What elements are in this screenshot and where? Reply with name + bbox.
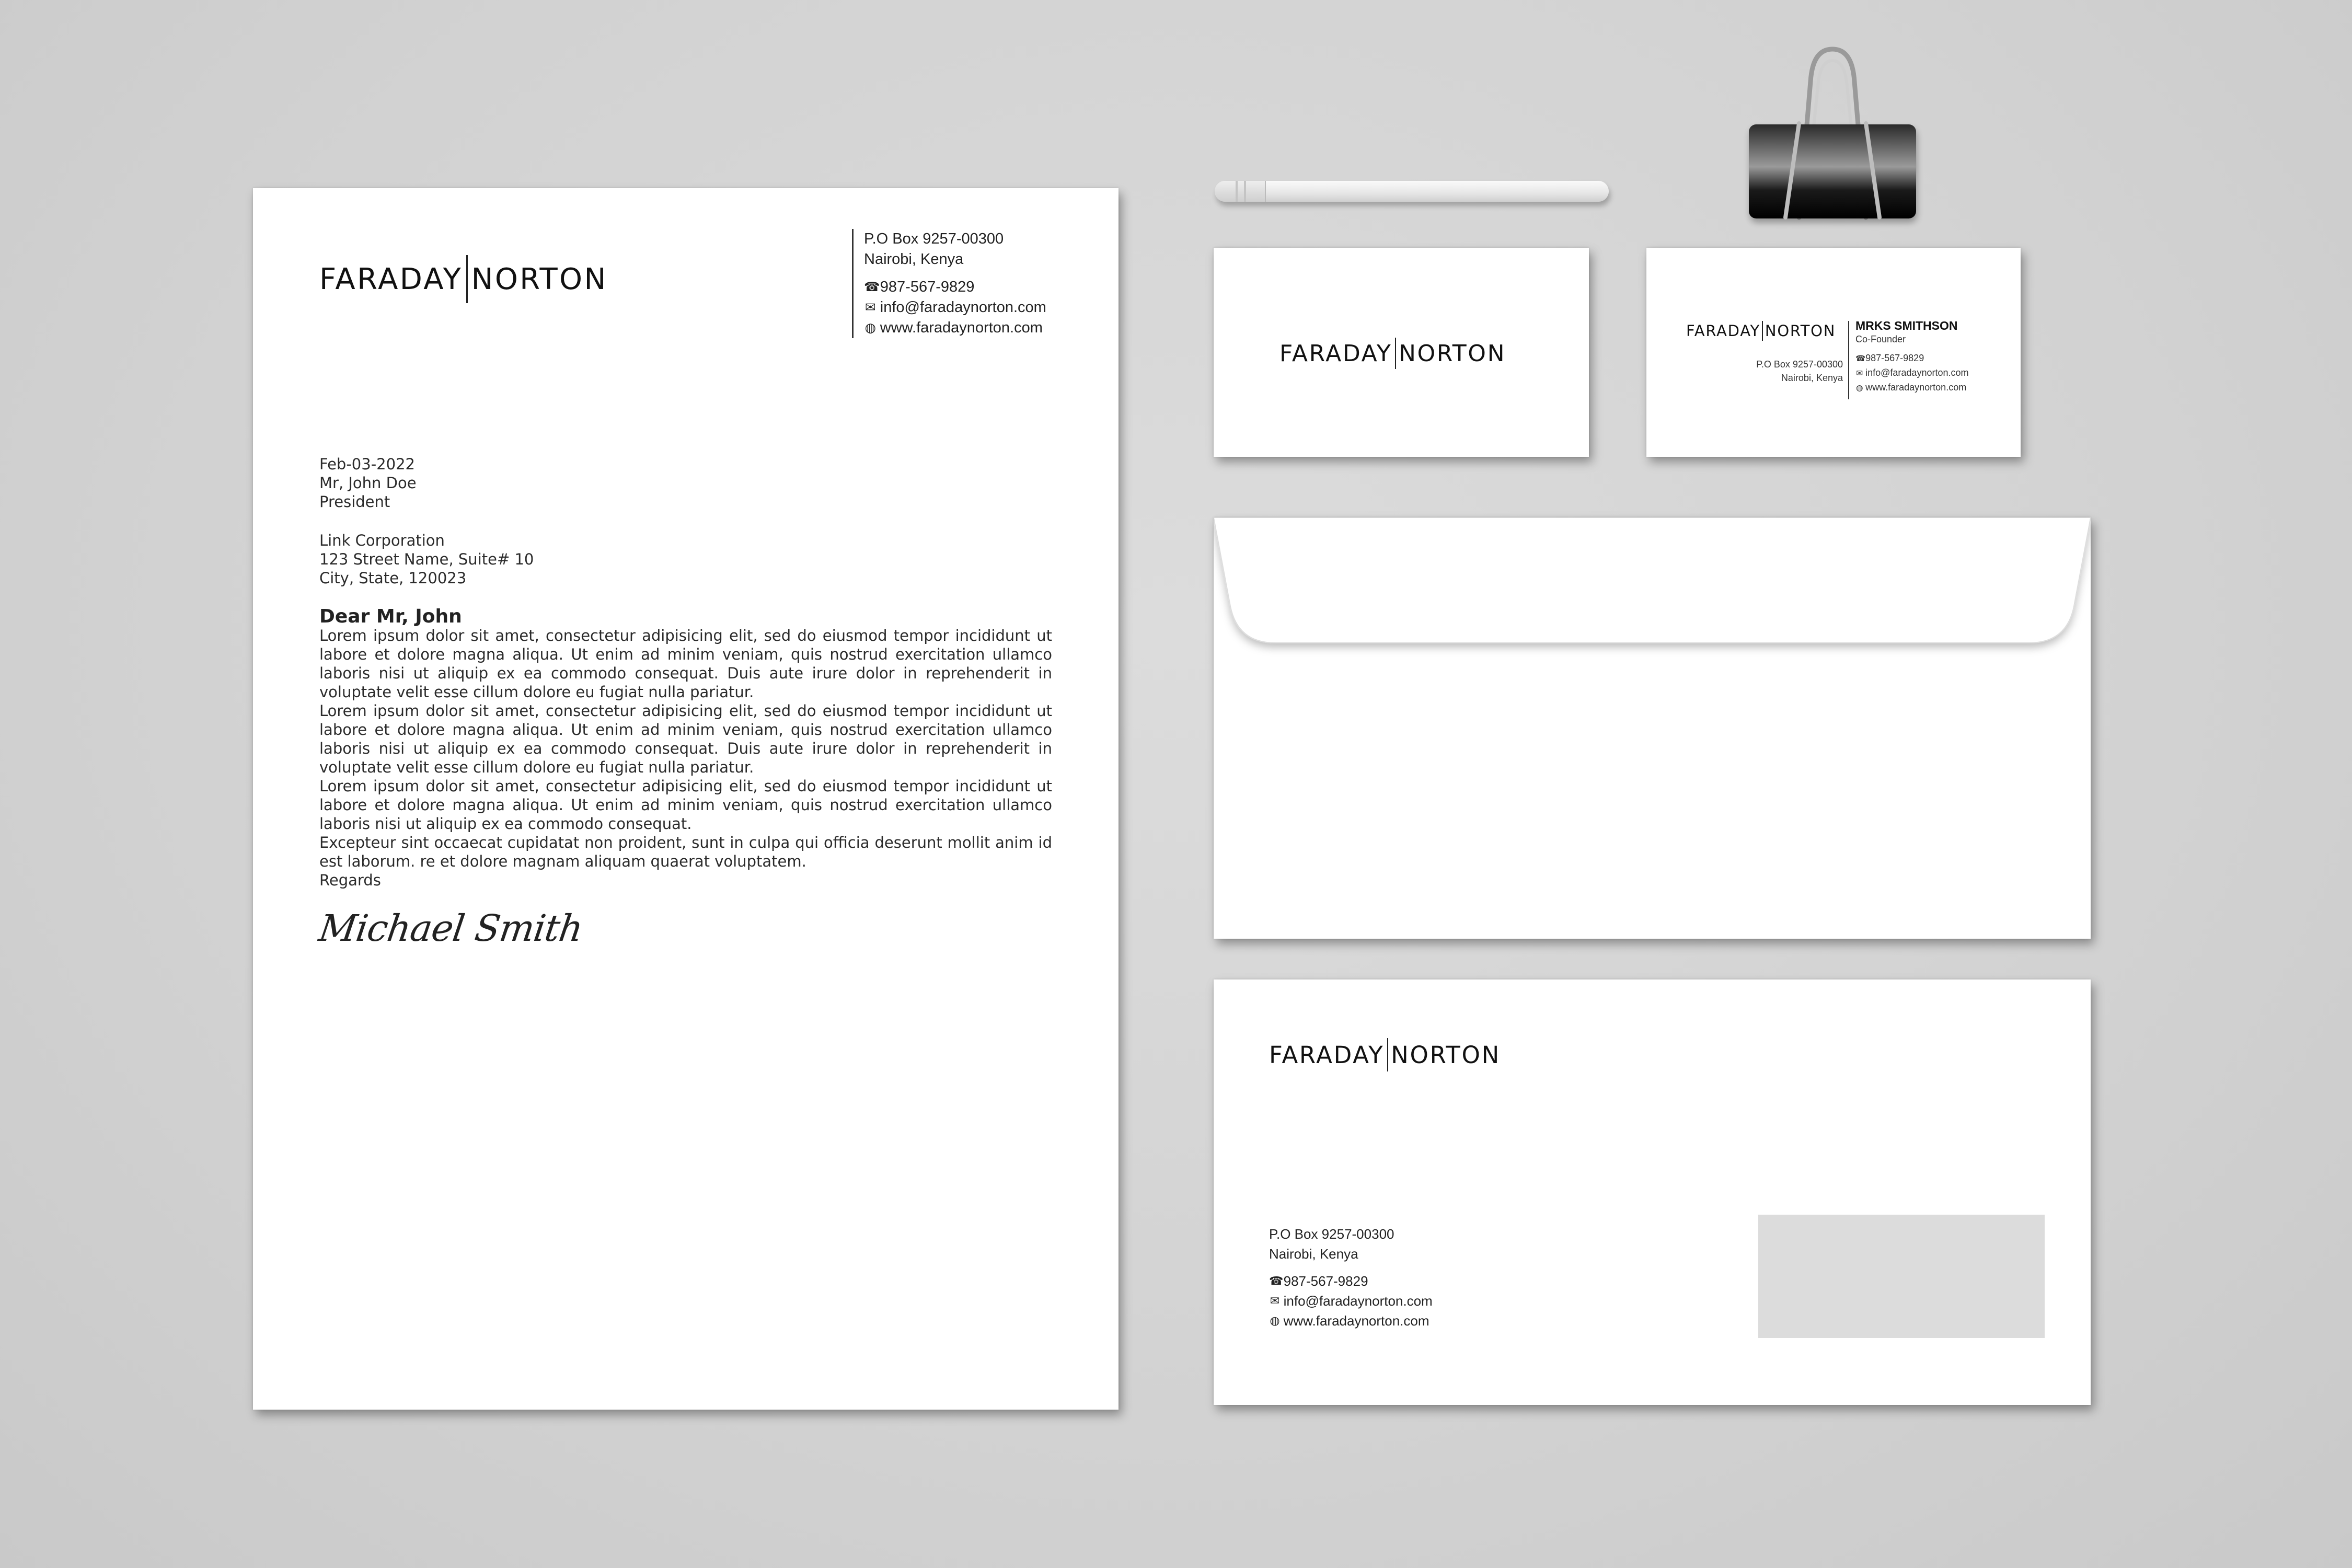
card-divider: [1848, 321, 1849, 399]
logo-divider: [1762, 321, 1763, 341]
brand-logo: [1686, 321, 1836, 341]
envelope-front: [1214, 979, 2091, 1405]
binder-clip: [1749, 45, 1916, 223]
phone-icon: ☎: [864, 280, 880, 294]
recipient-block: [319, 474, 1052, 511]
phone-row: [1855, 351, 1969, 366]
letter-paragraph: Lorem ipsum dolor sit amet, consectetur adipisicing elit, sed do eiusmod tempor incididunt ut labore et dolore magna aliqua. Ut enim ad minim veniam, quis nostrud exercitation ullamco laboris nisi ut aliquip ex ea commodo consequat. Duis aute irure dolor in reprehenderit in voluptate velit esse cillum dolore eu fugiat nulla pariatur.: [319, 702, 1052, 776]
brand-name-left: FARADAY: [1686, 322, 1760, 340]
website-text: www.faradaynorton.com: [1283, 1313, 1429, 1329]
city: Nairobi, Kenya: [1781, 373, 1843, 383]
email-row: [864, 297, 1046, 318]
po-box: P.O Box 9257-00300: [1756, 359, 1843, 370]
recipient-street: 123 Street Name, Suite# 10: [319, 550, 534, 568]
letter-paragraph: Lorem ipsum dolor sit amet, consectetur adipisicing elit, sed do eiusmod tempor incididunt ut labore et dolore magna aliqua. Ut enim ad minim veniam, quis nostrud exercitation ullamco laboris nisi ut aliquip ex ea commodo consequat. Duis aute irure dolor in reprehenderit in voluptate velit esse cillum dolore eu fugiat nulla pariatur.: [319, 627, 1052, 701]
letterhead-contact-block: [852, 229, 1046, 338]
brand-name-right: NORTON: [1765, 322, 1836, 340]
globe-icon: ◍: [1270, 1314, 1280, 1327]
pencil: [1215, 181, 1609, 202]
letter-paragraph: Lorem ipsum dolor sit amet, consectetur adipisicing elit, sed do eiusmod tempor incididunt ut labore et dolore magna aliqua. Ut enim ad minim veniam, quis nostrud exercitation ullamco laboris nisi ut aliquip ex ea commodo consequat.: [319, 777, 1052, 833]
envelope-icon: ✉: [1856, 369, 1863, 378]
recipient-company: Link Corporation: [319, 532, 445, 549]
email-text: info@faradaynorton.com: [880, 299, 1046, 316]
envelope-icon: ✉: [1270, 1294, 1280, 1307]
website-row: [1855, 381, 1969, 395]
envelope-back: [1214, 517, 2091, 939]
letter-greeting: Dear Mr, John: [319, 606, 462, 627]
email-text: info@faradaynorton.com: [1283, 1293, 1433, 1309]
signature: Michael Smith: [316, 907, 585, 950]
brand-name-right: NORTON: [1398, 340, 1506, 367]
person-name: MRKS SMITHSON: [1855, 319, 1958, 332]
brand-name-left: FARADAY: [1279, 340, 1392, 367]
address-window: [1758, 1215, 2045, 1338]
phone-icon: ☎: [1855, 354, 1866, 363]
brand-name-right: NORTON: [471, 262, 608, 296]
phone-text: 987-567-9829: [880, 279, 975, 295]
email-row: [1269, 1291, 1433, 1311]
person-title: Co-Founder: [1855, 334, 1906, 344]
letter-closing: Regards: [319, 871, 381, 889]
brand-name-right: NORTON: [1391, 1041, 1501, 1069]
brand-logo: [319, 255, 608, 303]
po-box: P.O Box 9257-00300: [864, 230, 1004, 247]
envelope-flap: [1214, 517, 2091, 939]
envelope-contact-block: [1269, 1224, 1433, 1331]
logo-divider: [1395, 338, 1396, 369]
binder-clip-handles: [1749, 45, 1916, 223]
letterhead: [253, 188, 1119, 1410]
pencil-ring: [1236, 181, 1238, 202]
website-row: [864, 318, 1046, 338]
brand-name-left: FARADAY: [1269, 1041, 1385, 1069]
phone-row: [1269, 1271, 1433, 1291]
brand-name-left: FARADAY: [319, 262, 463, 296]
globe-icon: ◍: [864, 321, 877, 335]
email-text: info@faradaynorton.com: [1865, 367, 1969, 378]
website-text: www.faradaynorton.com: [1865, 382, 1967, 393]
letter-paragraph: Excepteur sint occaecat cupidatat non proident, sunt in culpa qui officia deserunt mollit anim id est laborum. re et dolore magnam aliquam quaerat voluptatem.: [319, 834, 1052, 870]
phone-text: 987-567-9829: [1865, 353, 1924, 363]
city: Nairobi, Kenya: [1269, 1246, 1358, 1262]
pencil-ring: [1244, 181, 1246, 202]
recipient-city-state: City, State, 120023: [319, 569, 467, 587]
logo-divider: [1387, 1038, 1388, 1071]
pencil-cap: [1215, 181, 1266, 202]
recipient-title: President: [319, 493, 390, 511]
website-text: www.faradaynorton.com: [880, 319, 1043, 336]
website-row: [1269, 1311, 1433, 1331]
logo-divider: [466, 255, 468, 303]
phone-icon: ☎: [1269, 1274, 1284, 1287]
letter-date: Feb-03-2022: [319, 455, 415, 473]
business-card-back: [1646, 248, 2021, 457]
phone-text: 987-567-9829: [1283, 1273, 1368, 1289]
email-row: [1855, 366, 1969, 381]
letter-body: [316, 455, 1052, 950]
globe-icon: ◍: [1855, 384, 1863, 393]
envelope-icon: ✉: [864, 301, 876, 315]
phone-row: [864, 277, 1046, 297]
brand-logo: [1279, 338, 1506, 369]
recipient-name: Mr, John Doe: [319, 474, 417, 492]
po-box: P.O Box 9257-00300: [1269, 1226, 1394, 1242]
recipient-address: [319, 531, 1052, 587]
city: Nairobi, Kenya: [864, 251, 964, 268]
card-address: [1756, 358, 1843, 385]
brand-logo: [1269, 1038, 1501, 1071]
business-card-front: [1214, 248, 1589, 457]
card-person: [1855, 319, 1969, 395]
